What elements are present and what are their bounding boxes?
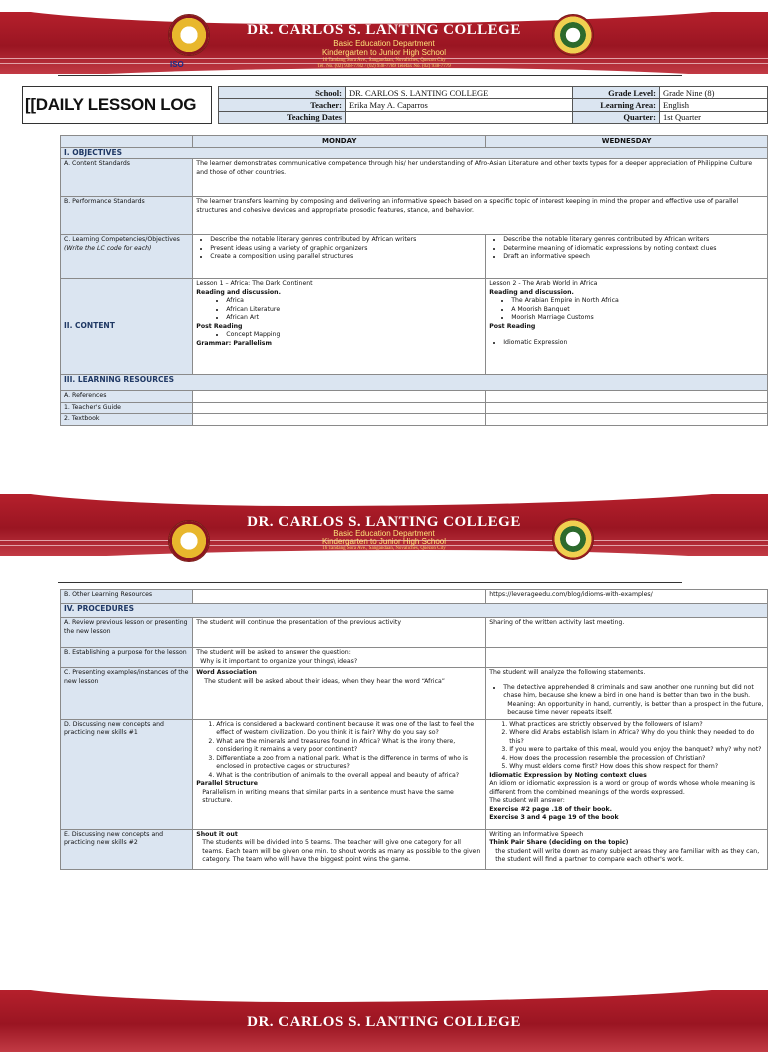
purpose-question: Why is it important to organize your things\ ideas? [200,657,358,665]
examples-intro: The student will analyze the following statements. [489,669,646,676]
monday-header: MONDAY [193,136,486,148]
list-item: 1. Africa is considered a backward continent because it was one of the last to feel the effect of western civilization. Do you think it is fair? Why do you say so? [216,721,482,738]
address: 16 Tandang Sora Ave., Sangandaan, Novaliches, Quezon City [322,58,446,63]
list-item: • The detective apprehended 8 criminals and saw another one running but did not chase him, because she knew a bird in one hand is better than two in the bush. [503,684,764,701]
performance-standards-label: B. Performance Standards [61,197,193,235]
contact: Tel. No. (02) 938-7782 / (02) 938-7789 Telefax No. (02) 938-7779 [317,64,451,69]
list-item: • Determine meaning of idiomatic expressions by noting context clues [503,245,764,254]
list-item: • Idiomatic Expression [503,339,764,348]
word-association-title: Word Association [196,669,257,676]
area-label: Learning Area: [573,99,660,111]
shout-it-out-text: The students will be divided into 5 teams. The teacher will give one category for all teams. Each team will be given one min. to shout words as many as possible to the given category. The team who will have the biggest point wins the game. [202,839,481,863]
lesson-table-page1 [60,135,768,426]
address: 16 Tandang Sora Ave., Sangandaan, Novaliches, Quezon City [322,546,446,551]
list-item: • Africa [226,297,482,306]
school-level: Kindergarten to Junior High School [321,48,447,57]
empty-header-cell [61,136,193,148]
speech-title: Writing an Informative Speech [489,830,584,838]
list-item: • African Literature [226,306,482,315]
list-item: • The Arabian Empire in North Africa [511,297,764,306]
department: Basic Education Department [333,39,435,48]
monday-competencies [193,235,486,279]
lesson-title: Lesson 1 – Africa: The Dark Continent [196,280,313,287]
school-value: DR. CARLOS S. LANTING COLLEGE [346,87,573,99]
exercise-1: Exercise #2 page .18 of their book. [489,805,612,813]
review-monday: The student will continue the presentation of the previous activity [193,618,486,648]
idiom-title: Idiomatic Expression by Noting context clues [489,771,647,779]
discuss2-label: E. Discussing new concepts and practicing new skills #2 [61,829,193,869]
list-item: • Concept Mapping [226,331,482,340]
content-standards-text: The learner demonstrates communicative competence through his/ her understanding of Afro-Asian Literature and other texts types for a deeper appreciation of Philippine Culture and those of other countries. [193,159,768,197]
objectives-section: I. OBJECTIVES [61,147,768,159]
list-item: • Create a composition using parallel structures [210,253,482,262]
teacher-label: Teacher: [219,99,346,111]
procedures-section: IV. PROCEDURES [61,604,768,618]
list-item: 2. What are the minerals and treasures found in Africa? What is the irony there, considering it remains a very poor continent? [216,738,482,755]
resources-section: III. LEARNING RESOURCES [61,375,768,391]
divider [58,582,682,583]
discuss1-wednesday [486,719,768,829]
school-label: School: [219,87,346,99]
college-name: DR. CARLOS S. LANTING COLLEGE [247,514,521,530]
empty-cell [486,391,768,403]
performance-standards-text: The learner transfers learning by composing and delivering an informative speech based on a specific topic of interest keeping in mind the proper and effective use of parallel structures and cohesive devices and appropriate prosodic features, stance, and behavior. [193,197,768,235]
purpose-label: B. Establishing a purpose for the lesson [61,648,193,668]
examples-monday [193,668,486,720]
list-item: 4. What is the contribution of animals to the overall appeal and beauty of africa? [216,772,482,781]
think-pair-share: Think Pair Share (deciding on the topic) [489,839,629,846]
competencies-label: C. Learning Competencies/Objectives (Write the LC code for each) [61,235,193,279]
purpose-monday [193,648,486,668]
monday-content [193,279,486,375]
references-label: A. References [61,391,193,403]
department: Basic Education Department [333,529,435,538]
list-item: • Describe the notable literary genres contributed by African writers [503,236,764,245]
basic-ed-seal-logo [552,518,594,560]
reading-label: Reading and discussion. [196,288,281,296]
reading-label: Reading and discussion. [489,288,574,296]
grade-label: Grade Level: [573,87,660,99]
other-resources-label: B. Other Learning Resources [61,590,193,604]
list-item: • A Moorish Banquet [511,306,764,315]
wednesday-competencies [486,235,768,279]
page-title: [[DAILY LESSON LOG [22,86,212,124]
college-banner [0,494,768,556]
parallel-structure-text: Parallelism in writing means that similar parts in a sentence must have the same structure. [202,788,454,804]
word-association-text: The student will be asked about their ideas, when they hear the word “Africa” [204,677,446,685]
competencies-note: (Write the LC code for each) [64,244,152,252]
college-seal-logo [168,14,210,56]
examples-wednesday [486,668,768,720]
post-reading-label: Post Reading [196,322,243,330]
examples-meaning: Meaning: An opportunity in hand, currently, is better than a prospect in the future, because time never repeats itself. [507,700,764,716]
purpose-prompt: The student will be asked to answer the question: [196,649,351,656]
empty-cell [486,402,768,414]
idiom-text: An idiom or idiomatic expression is a word or group of words whose whole meaning is different from the combined meanings of the words expressed. [489,780,756,796]
empty-cell [193,391,486,403]
dates-value [346,111,573,123]
lesson-table-page2 [60,589,768,870]
list-item: 3. If you were to partake of this meal, would you enjoy the banquet? why? why not? [509,746,764,755]
list-item: 1. What practices are strictly observed by the followers of Islam? [509,721,764,730]
parallel-structure-title: Parallel Structure [196,780,258,787]
discuss2-monday [193,829,486,869]
speech-text: the student will write down as many subject areas they are familiar with as they can, the student will find a partner to compare each other's work. [495,847,760,863]
list-item: 3. Differentiate a zoo from a national park. What is the difference in terms of who is enclosed in protective cages or structures? [216,755,482,772]
basic-ed-seal-logo [552,14,594,56]
teacher-info-table [218,86,768,124]
college-name: DR. CARLOS S. LANTING COLLEGE [247,1014,521,1030]
dates-label: Teaching Dates [219,111,346,123]
lesson-title: Lesson 2 - The Arab World in Africa [489,280,598,287]
empty-cell [193,414,486,426]
list-item: • Moorish Marriage Customs [511,314,764,323]
post-reading-label: Post Reading [489,322,536,330]
list-item: • Describe the notable literary genres contributed by African writers [210,236,482,245]
area-value: English [660,99,768,111]
examples-label: C. Presenting examples/instances of the new lesson [61,668,193,720]
grade-value: Grade Nine (8) [660,87,768,99]
discuss2-wednesday [486,829,768,869]
college-banner [0,12,768,74]
idiom-answer-prompt: The student will answer: [489,797,565,804]
school-level: Kindergarten to Junior High School [321,537,447,546]
list-item: • Draft an informative speech [503,253,764,262]
shout-it-out-title: Shout it out [196,830,238,838]
empty-cell [486,648,768,668]
empty-cell [486,414,768,426]
list-item: • Present ideas using a variety of graphic organizers [210,245,482,254]
divider [58,75,682,76]
content-standards-label: A. Content Standards [61,159,193,197]
empty-cell [193,590,486,604]
quarter-label: Quarter: [573,111,660,123]
college-name: DR. CARLOS S. LANTING COLLEGE [247,22,521,38]
college-seal-logo [168,520,210,562]
dll-header [22,86,768,124]
list-item: 4. How does the procession resemble the procession of Christian? [509,755,764,764]
grammar-label: Grammar: Parallelism [196,339,272,347]
teachers-guide-label: 1. Teacher's Guide [61,402,193,414]
review-label: A. Review previous lesson or presenting the new lesson [61,618,193,648]
list-item: 5. Why must elders come first? How does this show respect for them? [509,763,764,772]
discuss1-label: D. Discussing new concepts and practicing new skills #1 [61,719,193,829]
discuss1-monday [193,719,486,829]
other-resources-link[interactable]: https://leverageedu.com/blog/idioms-with-examples/ [486,590,768,604]
iso-certification-icon: ISO [170,60,184,69]
wednesday-content [486,279,768,375]
college-banner [0,990,768,1052]
wednesday-header: WEDNESDAY [486,136,768,148]
review-wednesday: Sharing of the written activity last meeting. [486,618,768,648]
list-item: 2. Where did Arabs establish Islam in Africa? Why do you think they needed to do this? [509,729,764,746]
teacher-value: Erika May A. Caparros [346,99,573,111]
content-section-label: II. CONTENT [61,279,193,375]
textbook-label: 2. Textbook [61,414,193,426]
empty-cell [193,402,486,414]
quarter-value: 1st Quarter [660,111,768,123]
exercise-2: Exercise 3 and 4 page 19 of the book [489,814,619,821]
list-item: • African Art [226,314,482,323]
